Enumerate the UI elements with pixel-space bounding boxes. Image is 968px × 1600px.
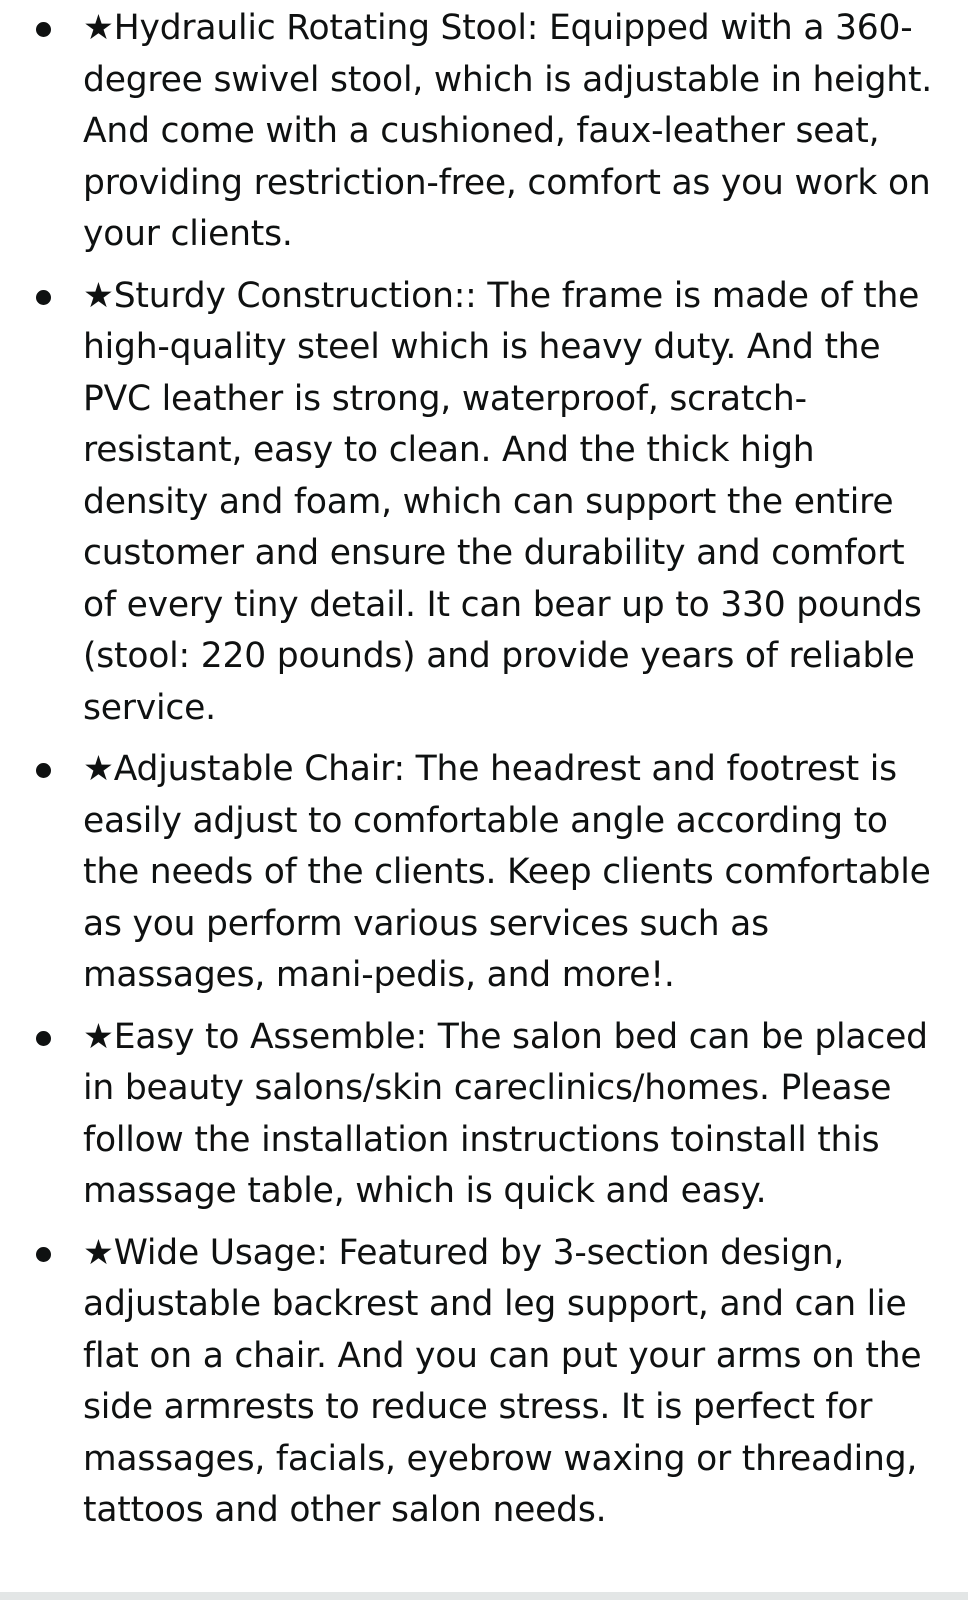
feature-text: Adjustable Chair: The headrest and footrest is easily adjust to comfortable angle according to the needs of the clients. Keep clients comfortable as you perform various services such as massages, mani-pedis, and more!. xyxy=(83,749,931,995)
bullet-dot-icon xyxy=(36,1247,51,1262)
feature-text: Sturdy Construction:: The frame is made of the high-quality steel which is heavy duty. And the PVC leather is strong, waterproof, scratch-resistant, easy to clean. And the thick high density and foam, which can support the entire customer and ensure the durability and comfort of every tiny detail. It can bear up to 330 pounds (stool: 220 pounds) and provide years of reliable service. xyxy=(83,275,922,728)
bullet-dot-icon xyxy=(36,763,51,778)
star-icon: ★ xyxy=(83,749,114,789)
feature-text: Hydraulic Rotating Stool: Equipped with a 360-degree swivel stool, which is adjustable in height. And come with a cushioned, faux-leather seat, providing restriction-free, comfort as you work on your clients. xyxy=(83,8,933,254)
bullet-dot-icon xyxy=(36,22,51,37)
bullet-dot-icon xyxy=(36,290,51,305)
star-icon: ★ xyxy=(83,8,114,48)
feature-item-sturdy-construction xyxy=(0,271,968,735)
feature-item-adjustable-chair xyxy=(0,744,968,1002)
feature-item-wide-usage xyxy=(0,1228,968,1537)
feature-item-easy-assemble xyxy=(0,1012,968,1218)
feature-text: Wide Usage: Featured by 3-section design, adjustable backrest and leg support, and can lie flat on a chair. And you can put your arms on the side armrests to reduce stress. It is perfect for massages, facials, eyebrow waxing or threading, tattoos and other salon needs. xyxy=(83,1232,922,1530)
star-icon: ★ xyxy=(83,275,114,316)
feature-text: Easy to Assemble: The salon bed can be placed in beauty salons/skin careclinics/homes. Please follow the installation instructions toinstall this massage table, which is quick and easy. xyxy=(83,1016,928,1211)
bottom-divider xyxy=(0,1592,968,1600)
feature-item-hydraulic-stool xyxy=(0,3,968,261)
bullet-dot-icon xyxy=(36,1031,51,1046)
star-icon: ★ xyxy=(83,1232,114,1273)
feature-bullet-list xyxy=(0,3,968,1547)
star-icon: ★ xyxy=(83,1016,114,1057)
